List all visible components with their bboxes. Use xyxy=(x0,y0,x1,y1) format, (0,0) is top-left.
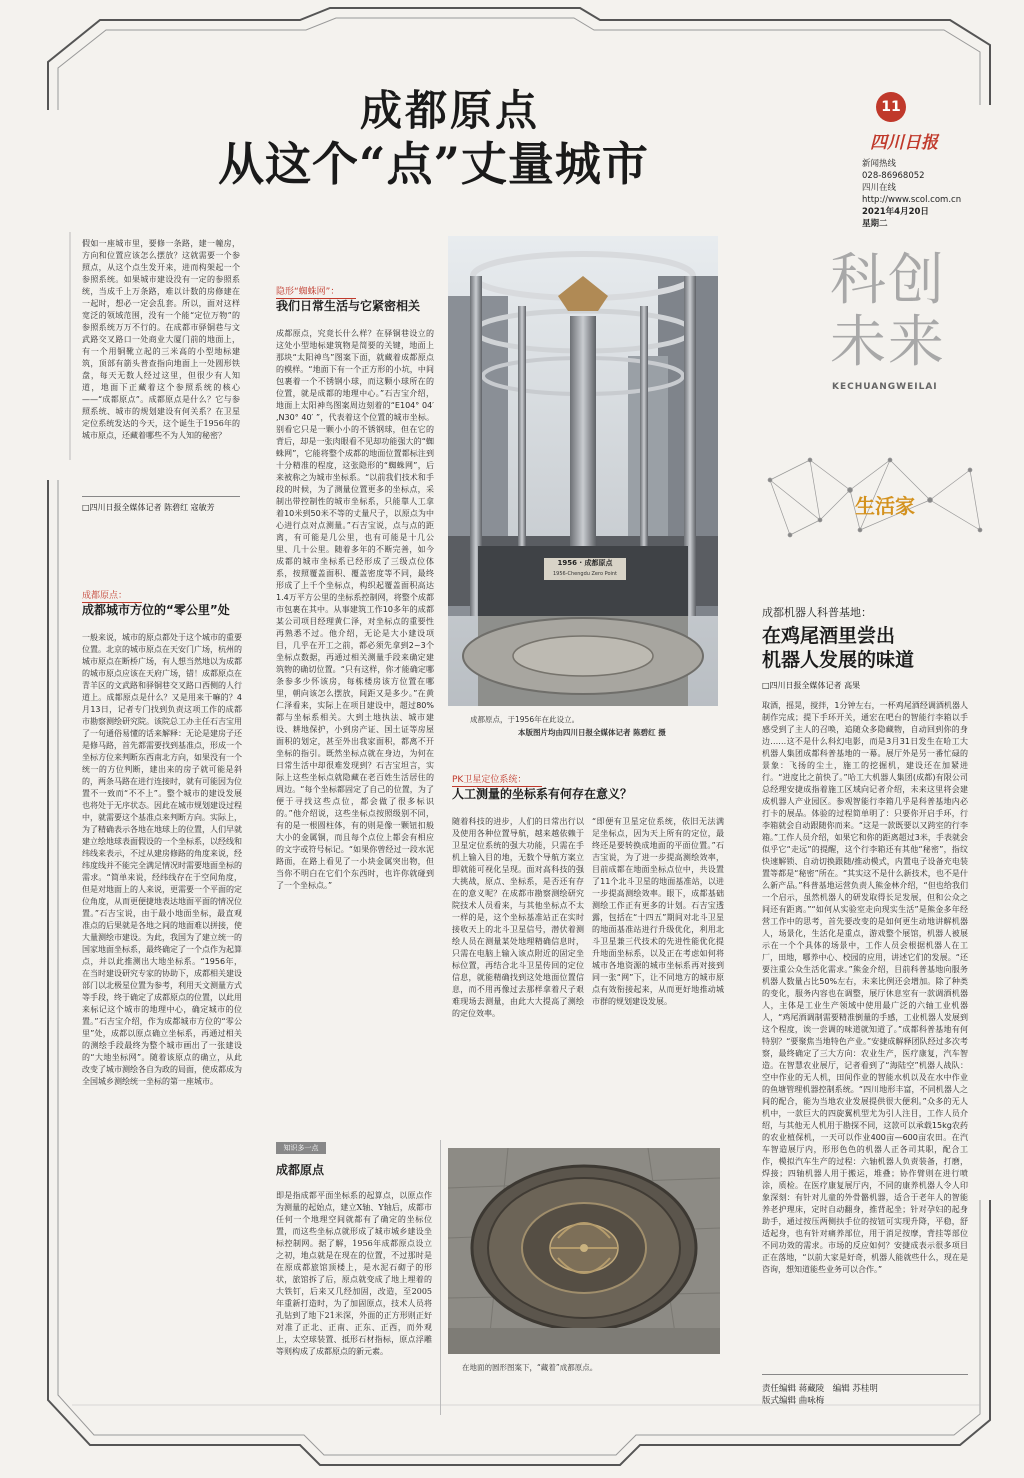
headline-line1: 成都原点 xyxy=(360,86,541,135)
sec1-text: 一般来说，城市的原点都处于这个城市的重要位置。北京的城市原点在天安门广场，杭州的城市原点在断桥广场，有人想当然地以为成都的城市原点应该在天府广场，错！成都原点在青羊区的文武路和驿铜巷交叉路口西侧的人行道上。成都原点是什么？又是用来干嘛的？4月13日，记者专门找到负责这项工作的成都市勘察测绘研究院。该院总工办主任石吉宝用了一句通俗易懂的话来解释：无论是建房子还是修马路，首先都需要找到基准点，形成一个坐标方位来判断东西南北方向，如果没有一个统一的方位判断，建出来的房子就可能是斜的，两条马路在进行连接时，就有可能因为位置不一致而“不不上”。整个城市的建设发展也将处于无序状态。因此在城市规划建设过程中，就需要这个基准点来判断方向。实际上，为了精确表示各地在地球上的位置，人们早就建立绘地球表面假设的一个坐标系，以经线和纬线来表示，不过从建房修路的角度来说，经纬度线并不能完全满足情况时需要地面坐标的需求。“简单来说，经纬线存在于空间角度，但是对地面上的人来说，更需要一个平面的定位角度，从而更便捷地表达地面平面的情况位置。”石吉宝说，由于最小地面坐标，最直观准点的后果就是各地之间的地面难以拼接，使大量测绘市建设。为此，我国为了建立统一的国家地面坐标系，最终确定了一个点作为起算点，并以此推测出大地坐标系。“1956年，在当时建设研究专家的协助下，成都相关建设部门以北极星位置为参考，利用天文测量方式等手段，终于确定了成都原点的位置，以此用来标记这个城市的地理中心，确定城市的位置。”石吉宝介绍，作为成都城市方位的“零公里”处，成都以原点确立坐标系，再通过相关的测绘手段最终为整个城市画出了一张建设的“大地坐标网”。随着该原点的确立，从此改变了城市测绘各自为政的局面，使成都成为全国城乡测绘统一坐标的第一座城市。 xyxy=(82,633,242,1086)
hotline-number: 028-86968052 xyxy=(862,171,925,181)
sec3-kicker: PK卫星定位系统： xyxy=(452,772,542,787)
sec5-kicker: 成都机器人科普基地： xyxy=(762,606,872,619)
sec4-title: 成都原点 xyxy=(276,1163,325,1177)
hotline-label: 新闻热线 xyxy=(862,159,897,169)
knowledge-box xyxy=(272,1140,441,1415)
headline-line2: 从这个“点”丈量城市 xyxy=(218,137,649,191)
column-logo: 科创未来 xyxy=(830,248,946,375)
intro-byline: □四川日报全媒体记者 陈碧红 寇敏芳 xyxy=(82,503,215,512)
online-label: 四川在线 xyxy=(862,183,897,193)
intro-divider xyxy=(82,496,240,497)
photo2-caption: 在地面的圆形图案下，“藏着”成都原点。 xyxy=(462,1363,598,1372)
monument-illustration xyxy=(448,236,718,706)
plaque-subtitle: 1956-Chengdu Zero Point xyxy=(552,571,618,577)
section-label: 生活家 xyxy=(855,494,915,518)
masthead-info xyxy=(862,158,972,230)
sec1-kicker: 成都原点： xyxy=(82,588,142,603)
sec2-title: 我们日常生活与它紧密相关 xyxy=(276,299,421,313)
sec4-kicker: 知识多一点 xyxy=(276,1142,326,1154)
monument-photo xyxy=(448,236,718,706)
website-url: http://www.scol.com.cn xyxy=(862,195,962,205)
sec3-title: 人工测量的坐标系有何存在意义？ xyxy=(452,787,633,801)
sec2-text: 成都原点，究竟长什么样？在驿铜巷设立的这处小型地标建筑物是简要的关键，地面上那块“太阳神鸟”图案下面，就藏着成都原点的模样。“地面下有一个正方形的小坑，中间包裹着一个不锈钢小球，而这颗小球所在的位置，就是成都的地理中心。”石吉宝介绍，地面上太阳神鸟图案周边刻着的“E104° 04′ ,N30° 40′ ”，代表着这个位置的城市坐标。别看它只是一颗小小的不锈钢球，但在它的背后，却是一张肉眼看不见却功能强大的“蜘蛛网”，它能将整个成都的地面位置都标注到十分精准的程度，这张隐形的“蜘蛛网”，后来被称之为城市坐标系。“以前我们技术和手段的时候，为了测量位置更多的坐标点，采制出带控制性的城市坐标系，只能靠人工拿着10米到50米不等的丈量尺子，以原点为中心进行点对点测量。”石吉宝说，点与点的距离，有可能是几公里，也有可能是十几公里、几十公里。随着多年的不断完善，如今成都的城市坐标系已经形成了三级点位体系，按照覆盖面积、覆盖密度等不同，最终形成了上千个坐标点，构织起覆盖面积高达1.4万平方公里的坐标系控制网，将整个成都市包裹在其中。从事建筑工作10多年的成都某公司项目经理黄仁泽，对坐标点的重要性再熟悉不过。他介绍，无论是大小建设项目，几乎在开工之前，都必须先拿到2~3个坐标点数据，再通过相关测量手段来确定建筑物的确切位置。“只有这样，你才能确定哪条参多少怀该房，每栋楼房该方位置在哪里，朝向该怎么摆放，间距又是多少。”在黄仁泽看来，实际上在项目建设中，超过80%都与坐标系相关。大到土地执法、城市建设、耕地保护，小到房产证、国土证等房屋面积的划定，甚至外出我家面积，都离不开坐标的指引。既然坐标点就在身边，为何在日常生活中却很难发现到？石吉宝坦言，实际上这些坐标点就隐藏在老百姓生活居住的周边。“每个坐标都固定了自己的位置，为了便于寻找这些点位，都会做了很多标识的。”他介绍说，这些坐标点按照级别不同，有的是一根圆柱体，有的则是像一颗钮扣般大小的金属铜，而且每个点位上都会有相应的文字或符号标记。“如果你曾经过一段水泥路面，在路上看见了一小块金属突出物，但当你不明白在它们个东西时，也许你就碰到了一个坐标点。” xyxy=(276,329,434,890)
issue-date: 2021年4月20日 xyxy=(862,207,929,217)
ground-medallion-photo xyxy=(448,1148,720,1354)
sec3-text-a: 随着科技的进步，人们的日常出行以及使用各种位置导航，越来越依赖于卫星定位系统的强大功能，只需在手机上输入目的地，无数个导航方案立即就能可视化呈现。面对高科技的强大挑战，原点、坐标系，是否还有存在的意义呢？在成都市勘察测绘研究院技术人员看来，与其他坐标点不太一样的是，这个坐标基准站正在实时接收天上的北斗卫星信号，潜伏着测绘人员在测量某处地理精确信息时，只需在电脑上输入该点附近的固定坐标位置，再结合北斗卫星传回的定位信息，就能精确找到这处地面位置信息，而不用再像过去那样拿着尺子艰难现场去测量，由此大大提高了测绘的定位效率。 xyxy=(452,817,584,1018)
medallion-illustration xyxy=(448,1148,720,1354)
sec5-byline: □四川日报全媒体记者 高果 xyxy=(762,681,861,690)
footer-divider xyxy=(762,1374,968,1375)
editor-line1: 责任编辑 蒋藏陵 编辑 苏桂明 xyxy=(762,1384,878,1394)
sec3-text-b: “即便有卫星定位系统，依旧无法满足坐标点，因为天上所有的定位，最终还是要转换成地面的平面位置。”石吉宝说，为了进一步提高测绘效率，目前成都在地面坐标点位中，共设置了11个北斗卫星的地面基准站，以进一步提高测绘效率。眼下，成都基础测绘工作正有更多的计划。石吉宝透露，包括在“十四五”期间对北斗卫星的地面基准站进行升级优化，利用北斗卫星兼三代技术的先进性能优化提升地面坐标系，以及正在考虑如何将城市各地资源的城市坐标系再对接到同一张“网”下，让不同地方的城市原点有效衔接起来，从而更好地推动城市群的规划建设发展。 xyxy=(592,817,724,1006)
sec1-title: 成都城市方位的“零公里”处 xyxy=(82,603,230,617)
sec5-title-line1: 在鸡尾酒里尝出 xyxy=(762,625,896,647)
sec5-text: 取酒，摇晃，搅拌，1分钟左右，一杯鸡尾酒经调酒机器人制作完成；提下手环开关，通宏在吧台的智能行李箱以手感受到了主人的召唤，追随众多隐藏物，自动回到你的身边……这不是什么科幻电影，而是3月31日发生在哈工大机器人集团成都科普基地的一幕。展厅外是另一番忙碌的景象：飞扬的尘土，施工的挖掘机，建设还在加紧进行。“进度比之前快了。”哈工大机器人集团(成都)有限公司总经理安捷成指着施工区域向记者介绍，未来这里将会建成机器人产业园区。参观智能行李箱几乎是科普基地内必打卡的展品。体验的过程简单明了：只要你开启手环，行李箱就会自动跟随你而来。“这是一款既要以又跨室的行李箱。”工作人员介绍，如果它和你的距离超过3米，手表就会似乎它“走远”的提醒，这个行李箱还有其他“秘密”，指纹快速解锁、自动切换跟随/推动模式，内置电子设备充电装置等都是“秘密”所在。“其实这不是什么新技术，也不是什么新产品。”科普基地运营负责人熊金林介绍，“但也给我们一个启示，虽然机器人的研发取得长足发展，但和公众之间还有距离。”“如何从实验室走向现实生活”是熊金多年经营工作中的思考，首先要改变的是如何更生动地讲解机器人，场景化，生活化是重点，游戏整个展馆，机器人被展示在一个个具体的场景中，工作人员会根据机器人在工厂，田地，哪养中心、校园的应用，讲述它们的发展。“还要注重公众生活化需求。”熊金介绍，目前科普基地向服务机器人数量占比50%左右，未来比例还会增加。除了种类的变化，服务内容也在调整，展厅休息室有一款调酒机器人，主体是工业生产领域中使用最广泛的六轴工业机器人，“鸡尾酒调制需要精准倒量的手感，工业机器人发展到这个程度，诶一尝调的味道就知道了。”成都科普基地有何特别？“要聚焦当地特色产业。”安捷成解释团队经过多次考察，最终确定了三大方向：农业生产，医疗康复，汽车智造。在智慧农业展厅，记者看到了“海陆空”机器人战队：空中作业的无人机，田间作业的智能水机以及在水中作业的鱼塘管理机器控制系统。“四川地形丰富，不同机器人之间的配合，能为当地农业发展提供很大便利。”众多的无人机中，一款巨大的四旋翼机型尤为引人注目，工作人员介绍，与其他无人机用于勘探不同，这款可以承载15kg农药的农业植保机，一天可以作业400亩—600亩农田。在汽车智造展厅内，形形色色的机器人正各司其职，配合工作，模拟汽车生产的过程：六轴机器人负责装备，打磨，焊接；四轴机器人用于搬运，堆叠；协作臂则在进行喷涂，质检。在医疗康复展厅内，不同的康养机器人令人印象深刻：有针对儿童的外骨骼机器，适合于老年人的智能养老护理床，定时自动翻身，推背起坐；针对孕妇的起身助手，通过按压两侧扶手位的按钮可实现升降，平稳，舒适起身，也有针对痛养部位，用于消足按摩，背挂等部位不同功效的需求。市场的反应如何？安捷成表示很多项目正在落地，“以前大家是好奇，机器人能就些什么，现在是咨询，想知道能些业务可以合作。” xyxy=(762,701,968,1274)
intro-text: 假如一座城市里，要修一条路，建一幢房，方向和位置应该怎么摆放？这就需要一个参照点，从这个点生发开来，进而构架起一个参照系统。如果城市建设没有一定的参照系统，当成千上万条路，难以计数的房修建在一起时，想必一定会乱套。所以，面对这样宽泛的领域范围，没有一个能“定位万物”的参照系统万万不行的。在成都市驿铜巷与文武路交叉路口一处商业大厦门前的地面上，有一个用铜靴立起的三米高的小型地标建筑，顶部有箭头普查指向地面上一处圆形铁盘，每天无数人经过这里，但很少有人知道，地面下正藏着这个参照系统的核心——“成都原点”。成都原点是什么？它与参照系统、城市的规划建设有何关系？在卫星定位系统发达的今天，这个诞生于1956年的城市原点，还藏着哪些不为人知的秘密？ xyxy=(82,239,240,440)
sec5-title-line2: 机器人发展的味道 xyxy=(762,649,915,671)
sec2-kicker: 隐形“蜘蛛网”： xyxy=(276,284,356,299)
page-number-badge xyxy=(876,92,906,122)
issue-weekday: 星期二 xyxy=(862,219,888,229)
sec4-text: 即是指成都平面坐标系的起算点，以原点作为测量的起始点，建立X轴、Y轴后，成都市任何一个地理空间就都有了确定的坐标位置，而这些坐标点就形成了城市城乡建设坐标控制网。据了解，1956年成都原点设立之初，地点就是在现在的位置，不过那时是在原成都旅馆顶楼上，是水泥石砌子的形状，旅馆拆了后，原点就变成了地上埋着的大铁钉，后来又几经加固，改造，至2005年重新打造时，为了加固原点，技术人员将孔钻到了地下21米深，外面的正方形则正好对准了正北、正南、正东、正西，而外观上，太空球装置、抵形石材指标，原点浮雕等则构成了成都原点的新元素。 xyxy=(276,1191,432,1356)
paper-logo: 四川日报 xyxy=(870,133,938,153)
editor-line2: 版式编辑 曲咏梅 xyxy=(762,1396,825,1406)
photo1-caption: 成都原点，于1956年在此设立。 xyxy=(470,715,580,724)
column-pinyin: KECHUANGWEILAI xyxy=(832,382,938,392)
plaque-title: 1956 · 成都原点 xyxy=(557,559,613,567)
photo1-credit: 本版图片均由四川日报全媒体记者 陈碧红 摄 xyxy=(518,728,666,737)
page-number: 11 xyxy=(881,99,901,115)
